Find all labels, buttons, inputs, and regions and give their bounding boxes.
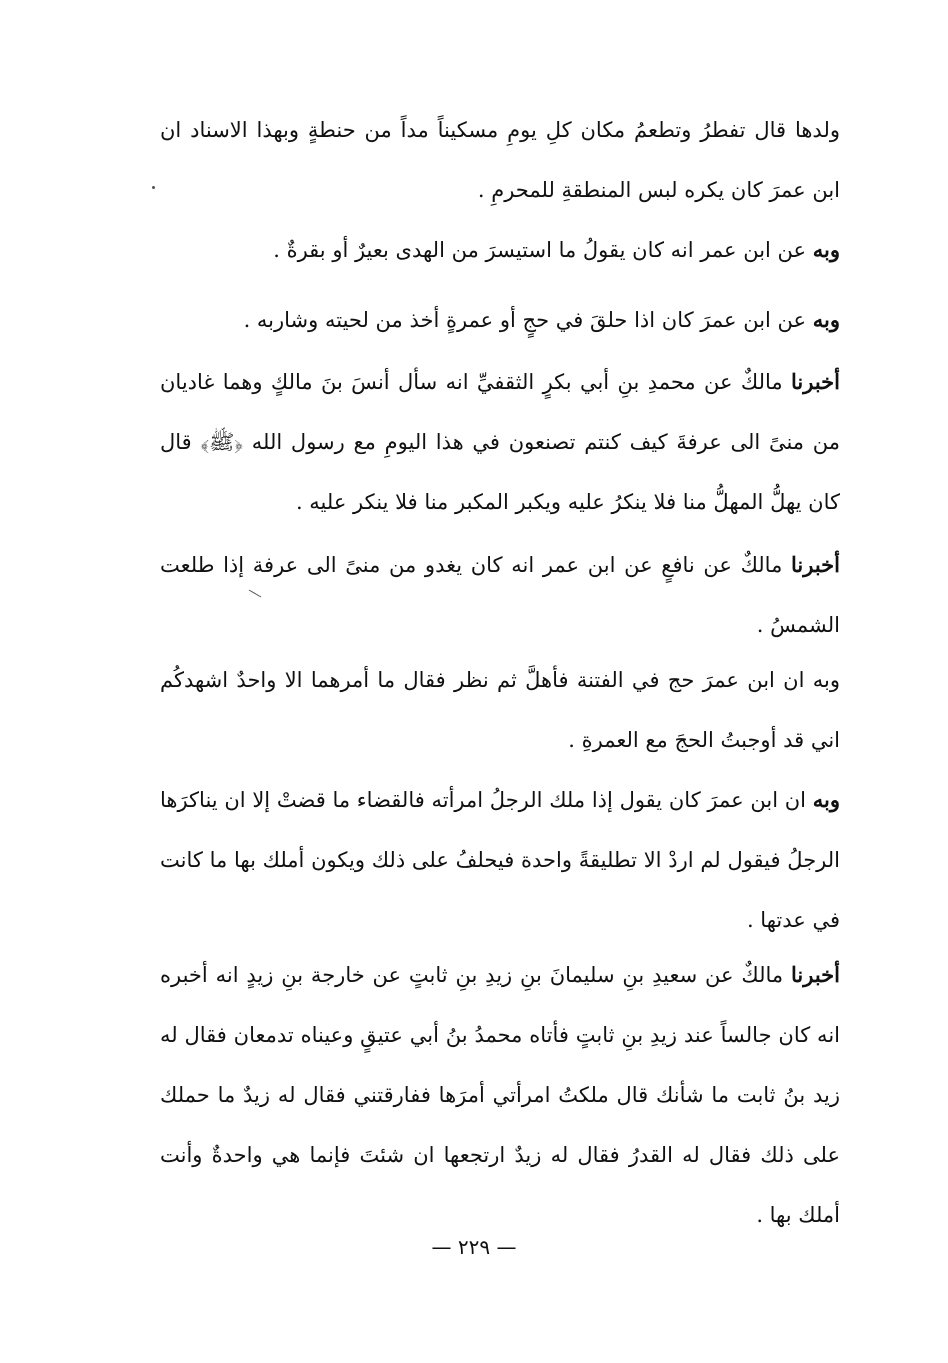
scan-speck	[152, 186, 155, 189]
paragraph-6	[160, 650, 840, 770]
paragraph-lead: وبه	[812, 307, 840, 332]
paragraph-text: ان ابن عمرَ كان يقول إذا ملك الرجلُ امرأته فالقضاء ما قضتْ إلا ان يناكرَها الرجلُ فيقول لم اردْ الا تطليقةً واحدة فيحلفُ على ذلك ويكون أملك بها ما كانت في عدتها .	[160, 788, 840, 932]
paragraph-4	[160, 352, 840, 532]
paragraph-text: مالكٌ عن سعيدِ بنِ سليمانَ بنِ زيدِ بنِ ثابتٍ عن خارجة بنِ زيدٍ انه أخبره انه كان جالساً عند زيدِ بنِ ثابتٍ فأتاه محمدُ بنُ أبي عتيقٍ وعيناه تدمعان فقال له زيد بنُ ثابت ما شأنك قال ملكتُ امرأتي أمرَها ففارقتني فقال له زيدٌ ما حملك على ذلك فقال له القدرُ فقال له زيدٌ ارتجعها ان شئتَ فإنما هي واحدةٌ وأنت أملك بها .	[160, 963, 840, 1227]
paragraph-text: ولدها قال تفطرُ وتطعمُ مكان كلِ يومِ مسكيناً مداً من حنطةٍ وبهذا الاسناد ان ابن عمرَ كان يكره لبس المنطقةِ للمحرمِ .	[160, 118, 840, 202]
paragraph-lead: أخبرنا	[791, 962, 840, 987]
paragraph-text: مالكٌ عن نافعٍ عن ابن عمر انه كان يغدو من منىً الى عرفة إذا طلعت الشمسُ .	[160, 553, 840, 637]
paragraph-7	[160, 770, 840, 950]
page-number: — ٢٢٩ —	[431, 1235, 517, 1259]
paragraph-1	[160, 100, 840, 220]
paragraph-3	[160, 290, 840, 350]
paragraph-lead: أخبرنا	[791, 552, 840, 577]
paragraph-2	[160, 220, 840, 280]
paragraph-text: مالكٌ عن محمدِ بنِ أبي بكرٍ الثقفيِّ انه سأل أنسَ بنَ مالكٍ وهما غاديان من منىً الى عرفةَ كيف كنتم تصنعون في هذا اليومِ مع رسول الله ﴿ﷺ﴾ قال كان يهلُّ المهلُّ منا فلا ينكرُ عليه ويكبر المكبر منا فلا ينكر عليه .	[160, 370, 840, 514]
paragraph-8	[160, 945, 840, 1245]
paragraph-lead: وبه	[812, 237, 840, 262]
paragraph-text: عن ابن عمر انه كان يقولُ ما استيسرَ من الهدى بعيرٌ أو بقرةٌ .	[273, 238, 813, 262]
paragraph-text: وبه ان ابن عمرَ حج في الفتنة فأهلَّ ثم نظر فقال ما أمرهما الا واحدٌ اشهدكُم اني قد أوجبتُ الحجَ مع العمرةِ .	[160, 668, 840, 752]
paragraph-lead: وبه	[812, 787, 840, 812]
paragraph-text: عن ابن عمرَ كان اذا حلقَ في حجٍ أو عمرةٍ أخذ من لحيته وشاربه .	[243, 308, 813, 332]
paragraph-lead: أخبرنا	[791, 369, 840, 394]
paragraph-5	[160, 535, 840, 655]
